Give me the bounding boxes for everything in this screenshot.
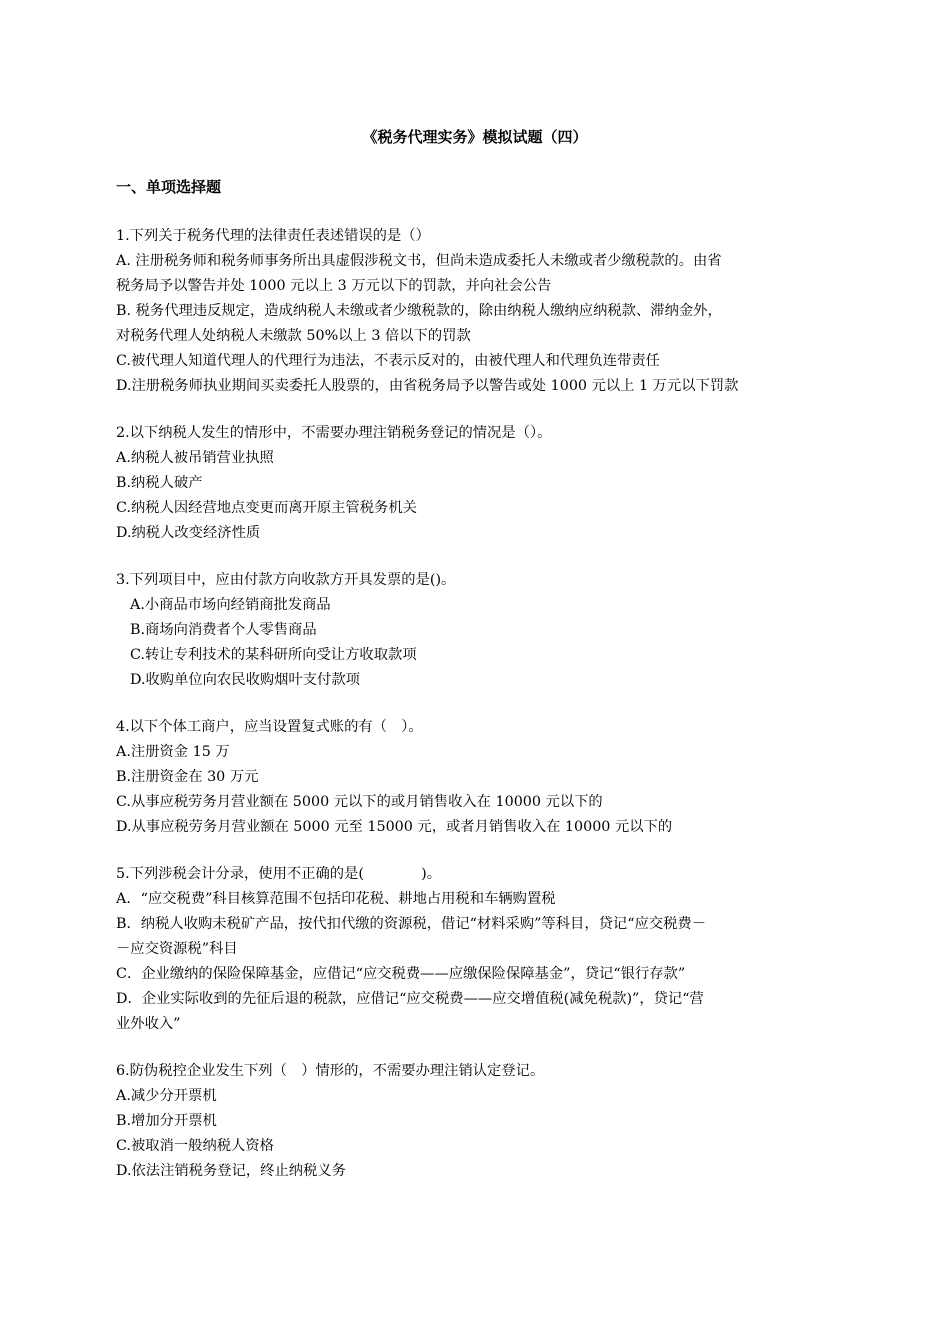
question-stem: 6.防伪税控企业发生下列（ ）情形的，不需要办理注销认定登记。 [116, 1063, 545, 1079]
option-line: C.被代理人知道代理人的代理行为违法，不表示反对的，由被代理人和代理负连带责任 [116, 353, 660, 369]
option-line: D.从事应税劳务月营业额在 5000 元至 15000 元，或者月销售收入在 10000 元以下的 [116, 819, 673, 835]
option-line: D.纳税人改变经济性质 [116, 525, 261, 541]
option-line: －应交资源税”科目 [116, 941, 238, 957]
option-line: B.增加分开票机 [116, 1113, 217, 1129]
option-line: C．企业缴纳的保险保障基金，应借记“应交税费——应缴保险保障基金”，贷记“银行存款” [116, 966, 686, 982]
question-2 [116, 421, 836, 546]
option-line: B．纳税人收购未税矿产品，按代扣代缴的资源税，借记“材料采购”等科目，贷记“应交税费－ [116, 916, 707, 932]
question-5 [116, 862, 836, 1037]
option-line: C.从事应税劳务月营业额在 5000 元以下的或月销售收入在 10000 元以下的 [116, 794, 603, 810]
question-stem: 2.以下纳税人发生的情形中，不需要办理注销税务登记的情况是（）。 [116, 425, 552, 441]
option-line: D.注册税务师执业期间买卖委托人股票的，由省税务局予以警告或处 1000 元以上 1 万元以下罚款 [116, 378, 739, 394]
question-3 [116, 568, 836, 693]
option-line: B.商场向消费者个人零售商品 [130, 622, 317, 638]
option-line: B. 税务代理违反规定，造成纳税人未缴或者少缴税款的，除由纳税人缴纳应纳税款、滞纳金外， [116, 303, 722, 319]
option-line: A. 注册税务师和税务师事务所出具虚假涉税文书，但尚未造成委托人未缴或者少缴税款的。由省 [116, 253, 722, 269]
document-title: 《税务代理实务》模拟试题（四） [362, 128, 588, 146]
question-4 [116, 715, 836, 840]
question-6 [116, 1059, 836, 1184]
option-line: B.注册资金在 30 万元 [116, 769, 259, 785]
option-line: 税务局予以警告并处 1000 元以上 3 万元以下的罚款，并向社会公告 [116, 278, 552, 294]
option-line: 对税务代理人处纳税人未缴款 50%以上 3 倍以下的罚款 [116, 328, 471, 344]
option-line: A.小商品市场向经销商批发商品 [130, 597, 331, 613]
question-stem: 4.以下个体工商户，应当设置复式账的有（ ）。 [116, 719, 423, 735]
section-heading: 一、单项选择题 [116, 178, 222, 196]
question-list [116, 224, 836, 1206]
option-line: D.依法注销税务登记，终止纳税义务 [116, 1163, 346, 1179]
option-line: D．企业实际收到的先征后退的税款，应借记“应交税费——应交增值税(减免税款)”，贷记“营 [116, 991, 704, 1007]
option-line: C.转让专利技术的某科研所向受让方收取款项 [130, 647, 417, 663]
question-stem: 1.下列关于税务代理的法律责任表述错误的是（） [116, 228, 430, 244]
option-line: A.注册资金 15 万 [116, 744, 230, 760]
option-line: A．“应交税费”科目核算范围不包括印花税、耕地占用税和车辆购置税 [116, 891, 556, 907]
option-line: A.减少分开票机 [116, 1088, 217, 1104]
question-stem: 3.下列项目中，应由付款方向收款方开具发票的是()。 [116, 572, 456, 588]
question-1 [116, 224, 836, 399]
option-line: 业外收入” [116, 1016, 181, 1032]
option-line: C.纳税人因经营地点变更而离开原主管税务机关 [116, 500, 417, 516]
option-line: B.纳税人破产 [116, 475, 203, 491]
option-line: D.收购单位向农民收购烟叶支付款项 [130, 672, 360, 688]
question-stem: 5.下列涉税会计分录，使用不正确的是( )。 [116, 866, 442, 882]
option-line: C.被取消一般纳税人资格 [116, 1138, 274, 1154]
option-line: A.纳税人被吊销营业执照 [116, 450, 274, 466]
